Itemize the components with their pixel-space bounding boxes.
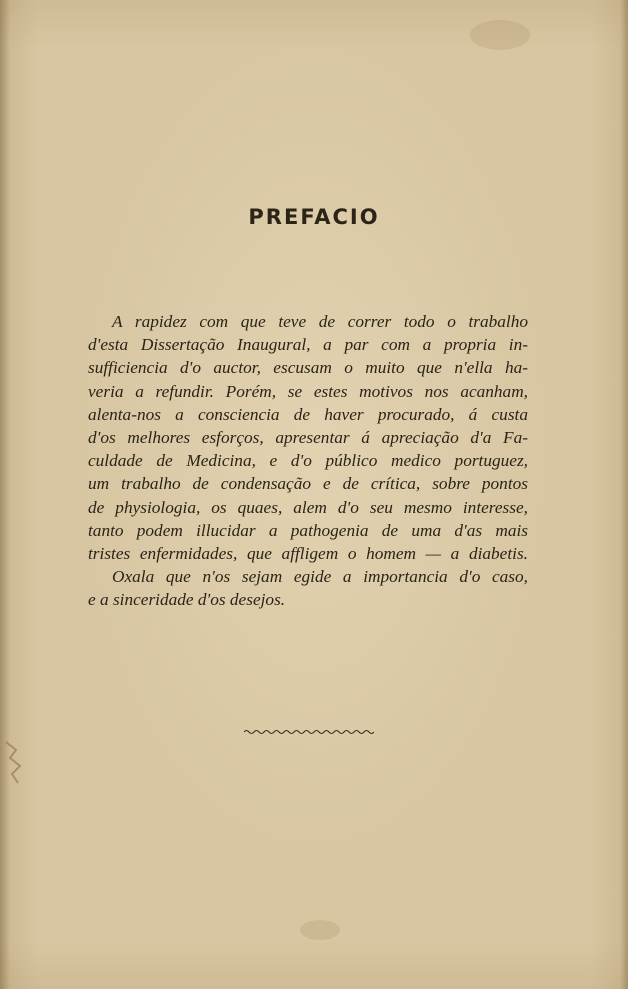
text-line: A rapidez com que teve de correr todo o trabalho	[112, 312, 528, 331]
text-line: tristes enfermidades, que affligem o homem — a diabetis.	[88, 544, 528, 564]
text-line: d'esta Dissertação Inaugural, a par com a propria in-	[88, 335, 528, 355]
wavy-divider-ornament	[244, 728, 374, 736]
text-line: tanto podem illucidar a pathogenia de uma d'as mais	[88, 520, 528, 540]
preface-paragraph	[88, 310, 528, 612]
text-line: um trabalho de condensação e de crítica, sobre pontos	[88, 474, 528, 494]
text-line: d'os melhores esforços, apresentar á apreciação d'a Fa-	[88, 428, 528, 448]
text-line: sufficiencia d'o auctor, escusam o muito que n'ella ha-	[88, 358, 528, 378]
text-line: Oxala que n'os sejam egide a importancia d'o caso,	[112, 567, 528, 587]
page-title: PREFACIO	[248, 205, 380, 229]
page-tear-mark	[4, 740, 26, 785]
text-line: culdade de Medicina, e d'o público medico portuguez,	[88, 451, 528, 471]
text-line: de physiologia, os quaes, alem d'o seu mesmo interesse,	[88, 497, 528, 517]
text-line: e a sinceridade d'os desejos.	[88, 590, 286, 610]
paper-stain	[470, 20, 530, 50]
text-line: veria a refundir. Porém, se estes motivos nos acanham,	[88, 381, 528, 401]
text-line: alenta-nos a consciencia de haver procurado, á custa	[88, 404, 528, 424]
paper-stain	[300, 920, 340, 940]
